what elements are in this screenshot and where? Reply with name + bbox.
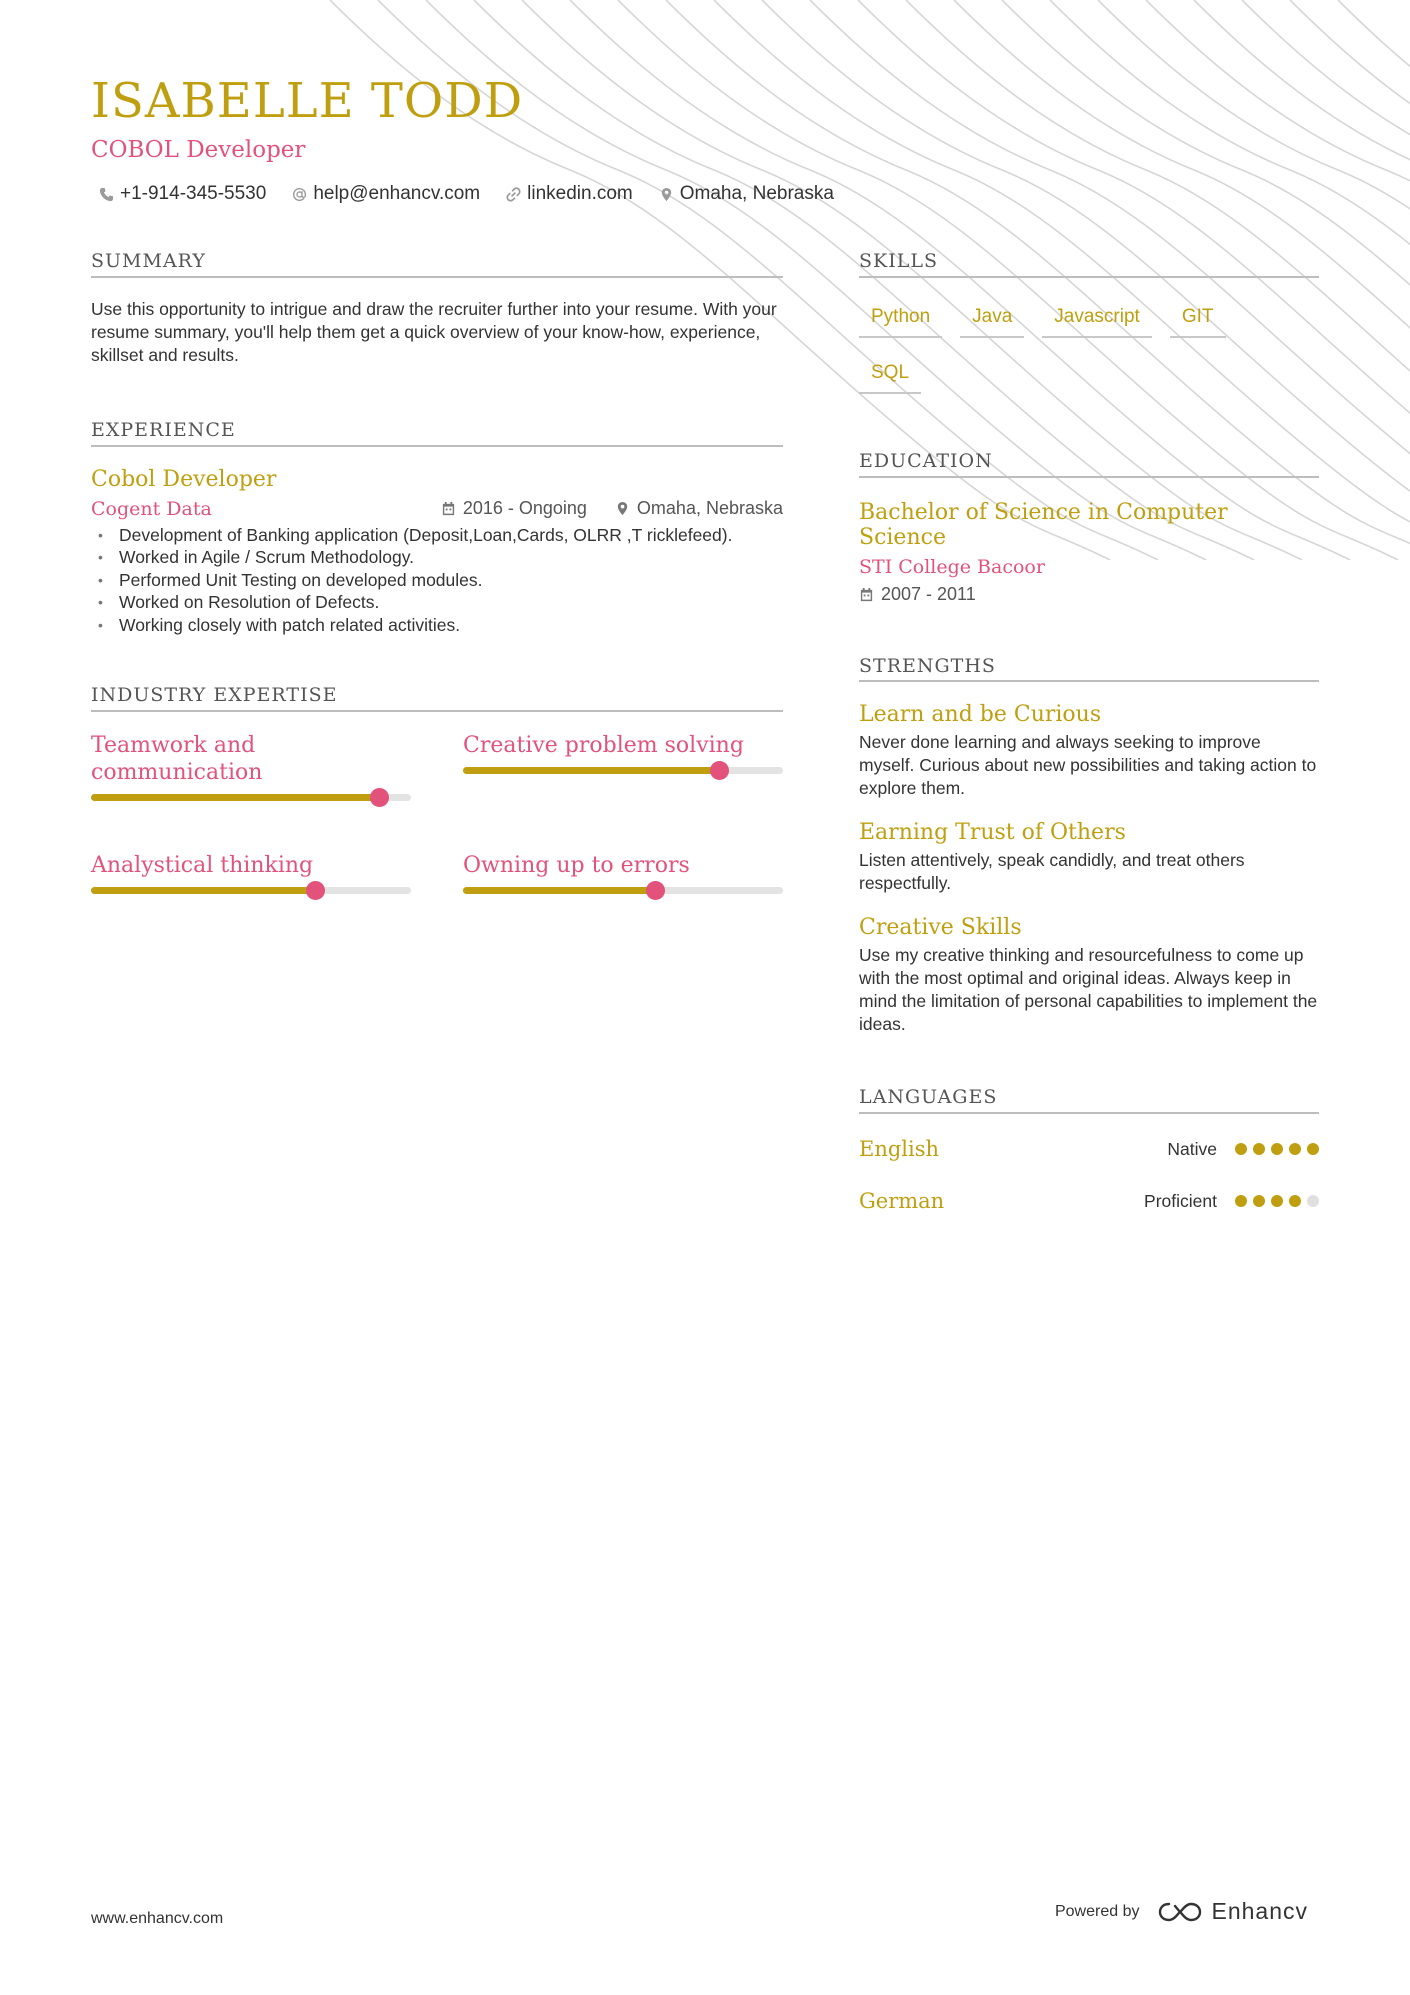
- expertise-bar: [91, 887, 411, 894]
- expertise-item: [463, 852, 783, 894]
- expertise-label: Owning up to errors: [463, 852, 690, 878]
- language-dot: [1235, 1195, 1247, 1207]
- education-dates-text: 2007 - 2011: [881, 583, 976, 604]
- location-icon: [615, 501, 630, 516]
- skill-tag: SQL: [859, 356, 921, 394]
- right-column: [859, 250, 1319, 1218]
- at-icon: [292, 187, 307, 202]
- job-meta-right: [441, 498, 783, 519]
- infinity-logo-icon: [1157, 1900, 1203, 1924]
- education-section: [859, 450, 1319, 605]
- strengths-section: [859, 655, 1319, 1037]
- expertise-bar-knob: [710, 761, 729, 780]
- expertise-item: [91, 852, 411, 894]
- language-item: [859, 1184, 1319, 1218]
- language-level-group: [1144, 1191, 1319, 1212]
- summary-section: [91, 250, 783, 367]
- skill-tag: GIT: [1170, 300, 1226, 338]
- job-bullet: • Development of Banking application (Deposit,Loan,Cards, OLRR ,T ricklefeed).: [91, 524, 783, 547]
- experience-heading: EXPERIENCE: [91, 419, 783, 447]
- skills-list: [859, 300, 1319, 394]
- expertise-bar-fill: [463, 767, 719, 774]
- strength-item: [859, 915, 1319, 1036]
- language-name: English: [859, 1137, 940, 1162]
- strength-title: Earning Trust of Others: [859, 820, 1126, 846]
- expertise-label: Analystical thinking: [91, 852, 314, 878]
- language-dot: [1253, 1143, 1265, 1155]
- contact-email[interactable]: [292, 183, 480, 205]
- brand-name: Enhancv: [1211, 1898, 1308, 1924]
- expertise-label: Teamwork and communication: [91, 732, 263, 785]
- expertise-bar-knob: [370, 788, 389, 807]
- expertise-grid: [91, 732, 783, 894]
- contact-location-text: Omaha, Nebraska: [679, 183, 834, 205]
- skills-section: [859, 250, 1319, 394]
- summary-text: Use this opportunity to intrigue and draw the recruiter further into your resume. With your resume summary, you'll help them get a quick overview of your know-how, experience, skillset and results.: [91, 298, 777, 365]
- strength-item: [859, 820, 1319, 895]
- language-dot: [1271, 1143, 1283, 1155]
- expertise-bar-knob: [306, 881, 325, 900]
- languages-section: [859, 1086, 1319, 1218]
- link-icon: [506, 187, 521, 202]
- company-name: Cogent Data: [91, 497, 212, 520]
- contact-linkedin[interactable]: [506, 183, 633, 205]
- job-title: Cobol Developer: [91, 466, 277, 492]
- language-level: Proficient: [1144, 1190, 1217, 1211]
- contact-list: [91, 183, 1321, 205]
- calendar-icon: [441, 501, 456, 516]
- strength-title: Creative Skills: [859, 915, 1022, 941]
- job-meta: [91, 498, 783, 520]
- expertise-item: [463, 732, 783, 852]
- job-bullet: • Worked in Agile / Scrum Methodology.: [91, 546, 783, 569]
- expertise-label: Creative problem solving: [463, 732, 744, 758]
- phone-icon: [99, 187, 114, 202]
- strength-item: [859, 702, 1319, 800]
- expertise-heading: INDUSTRY EXPERTISE: [91, 684, 783, 712]
- language-dot: [1235, 1143, 1247, 1155]
- education-dates: [859, 584, 1319, 605]
- contact-phone-text: +1-914-345-5530: [120, 183, 267, 205]
- language-level-group: [1167, 1139, 1319, 1160]
- expertise-section: [91, 684, 783, 894]
- strength-text: Listen attentively, speak candidly, and treat others respectfully.: [859, 850, 1245, 894]
- skills-heading: SKILLS: [859, 250, 1319, 278]
- powered-by-label: Powered by: [1054, 1902, 1140, 1920]
- job-bullet: • Worked on Resolution of Defects.: [91, 591, 783, 614]
- expertise-bar: [463, 767, 783, 774]
- strengths-heading: STRENGTHS: [859, 655, 1319, 683]
- job-dates-text: 2016 - Ongoing: [462, 498, 587, 519]
- language-dots: [1235, 1143, 1319, 1155]
- education-school: STI College Bacoor: [859, 555, 1045, 578]
- expertise-bar: [463, 887, 783, 894]
- job-bullets: [91, 524, 783, 637]
- language-dot: [1307, 1195, 1319, 1207]
- resume-header: [91, 74, 1321, 205]
- contact-phone[interactable]: [99, 183, 266, 205]
- strength-text: Use my creative thinking and resourcefulness to come up with the most optimal and original ideas. Always keep in mind the limitation of personal capabilities to implement the ideas.: [859, 945, 1318, 1035]
- expertise-bar-fill: [91, 887, 315, 894]
- skill-tag: Javascript: [1042, 300, 1152, 338]
- strength-title: Learn and be Curious: [859, 702, 1102, 728]
- calendar-icon: [859, 587, 874, 602]
- contact-email-text: help@enhancv.com: [313, 183, 481, 205]
- language-dot: [1289, 1195, 1301, 1207]
- location-icon: [659, 187, 674, 202]
- left-column: [91, 250, 783, 894]
- job-dates: [441, 498, 587, 519]
- education-heading: EDUCATION: [859, 450, 1319, 478]
- strength-text: Never done learning and always seeking to improve myself. Curious about new possibilities and taking action to explore them.: [859, 732, 1317, 799]
- language-level: Native: [1167, 1138, 1217, 1159]
- job-location: [615, 498, 783, 519]
- language-item: [859, 1132, 1319, 1166]
- language-dot: [1271, 1195, 1283, 1207]
- expertise-bar-knob: [646, 881, 665, 900]
- language-dot: [1253, 1195, 1265, 1207]
- expertise-bar-fill: [91, 794, 379, 801]
- expertise-bar: [91, 794, 411, 801]
- contact-location: [659, 183, 834, 205]
- languages-heading: LANGUAGES: [859, 1086, 1319, 1114]
- education-entry: [859, 500, 1319, 605]
- enhancv-logo[interactable]: [1157, 1898, 1308, 1925]
- footer-website[interactable]: www.enhancv.com: [91, 1910, 224, 1927]
- summary-heading: SUMMARY: [91, 250, 783, 278]
- expertise-bar-fill: [463, 887, 655, 894]
- language-dot: [1289, 1143, 1301, 1155]
- language-dots: [1235, 1195, 1319, 1207]
- job-location-text: Omaha, Nebraska: [636, 498, 783, 519]
- experience-section: [91, 419, 783, 636]
- candidate-title: COBOL Developer: [91, 137, 306, 164]
- job-bullet: • Working closely with patch related activities.: [91, 614, 783, 637]
- language-name: German: [859, 1189, 945, 1214]
- footer-branding: [1055, 1898, 1308, 1925]
- experience-entry: [91, 467, 783, 637]
- education-degree: Bachelor of Science in Computer Science: [859, 499, 1228, 550]
- skill-tag: Java: [960, 300, 1024, 338]
- expertise-item: [91, 732, 411, 852]
- skill-tag: Python: [859, 300, 942, 338]
- contact-linkedin-text: linkedin.com: [527, 183, 633, 205]
- wave-line: [1338, 0, 1410, 560]
- candidate-name: ISABELLE TODD: [91, 73, 524, 129]
- language-dot: [1307, 1143, 1319, 1155]
- job-bullet: • Performed Unit Testing on developed modules.: [91, 569, 783, 592]
